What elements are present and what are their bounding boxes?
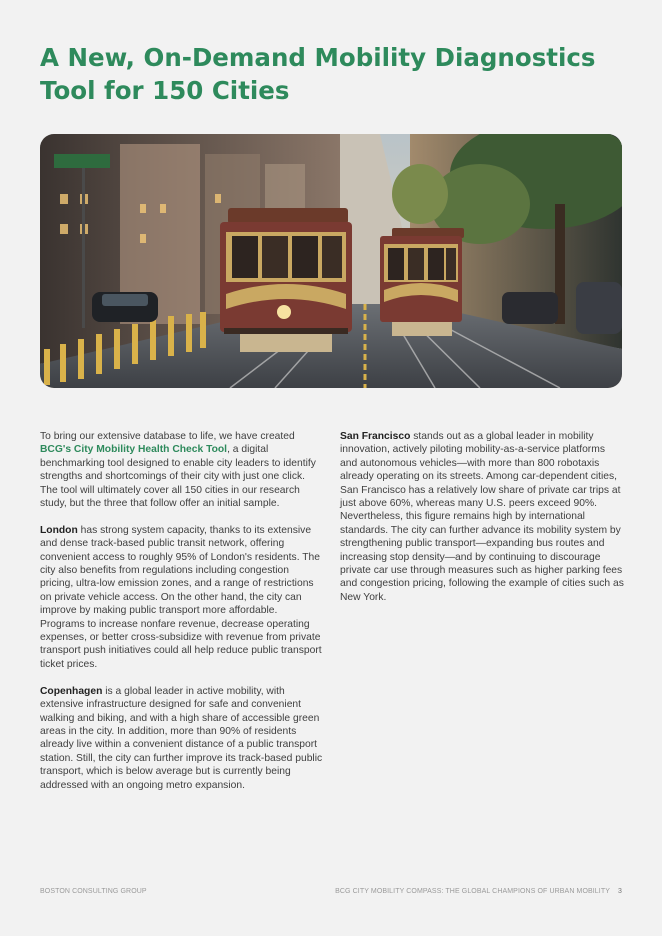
tool-name-highlight: BCG's City Mobility Health Check Tool xyxy=(40,444,228,456)
right-column xyxy=(340,430,624,618)
sanfrancisco-paragraph: San Francisco stands out as a global leader in mobility innovation, actively piloting mobility-as-a-service platforms and autonomous vehicles—with more than 800 robotaxis already operating on its streets. Among car-dependent cities, San Francisco has a relatively low share of private car trips at just above 60%, whereas many U.S. peers exceed 90%. Nevertheless, this figure remains high by international standards. The city can further advance its mobility system by strengthening public transport—expanding bus routes and increasing stop density—and by continuing to discourage private car use through measures such as higher parking fees and congestion pricing, following the example of cities such as New York. xyxy=(340,431,624,603)
hero-photo-cable-cars xyxy=(40,134,622,388)
footer-report-title: BCG CITY MOBILITY COMPASS: THE GLOBAL CHAMPIONS OF URBAN MOBILITY 3 xyxy=(335,888,622,895)
left-column xyxy=(40,430,324,805)
city-name-copenhagen: Copenhagen xyxy=(40,685,103,697)
city-name-sanfrancisco: San Francisco xyxy=(340,431,411,442)
footer-publisher: BOSTON CONSULTING GROUP xyxy=(40,888,147,895)
city-name-london: London xyxy=(40,524,78,536)
page-number: 3 xyxy=(618,888,622,895)
page-title: A New, On-Demand Mobility Diagnostics Tool for 150 Cities xyxy=(40,43,596,105)
london-paragraph: London has strong system capacity, thanks to its extensive and dense track-based public transit network, offering convenient access to roughly 95% of London's residents. The city also benefits from regulations including congestion pricing, ultra-low emission zones, and a range of restrictions on private vehicle access. On the other hand, the city can improve by making public transport more affordable. Programs to increase nonfare revenue, decrease operating expenses, or better cross-subsidize with revenue from private transport push initiatives could all help reduce public transport ticket prices. xyxy=(40,524,322,670)
intro-paragraph: To bring our extensive database to life, we have created BCG's City Mobility Health Check Tool, a digital benchmarking tool designed to enable city leaders to identify strengths and shortcomings of their city with just one click. The tool will ultimately cover all 150 cities in our research study, but the three that follow offer an initial sample. xyxy=(40,431,316,510)
copenhagen-paragraph: Copenhagen is a global leader in active mobility, with extensive infrastructure designed for safe and convenient walking and biking, and with a high share of accessible green areas in the city. In addition, more than 90% of residents already live within a convenient distance of a public transport station. Still, the city can further improve its track-based public transport, which is below average but is currently being addressed with an ongoing metro expansion. xyxy=(40,685,323,791)
